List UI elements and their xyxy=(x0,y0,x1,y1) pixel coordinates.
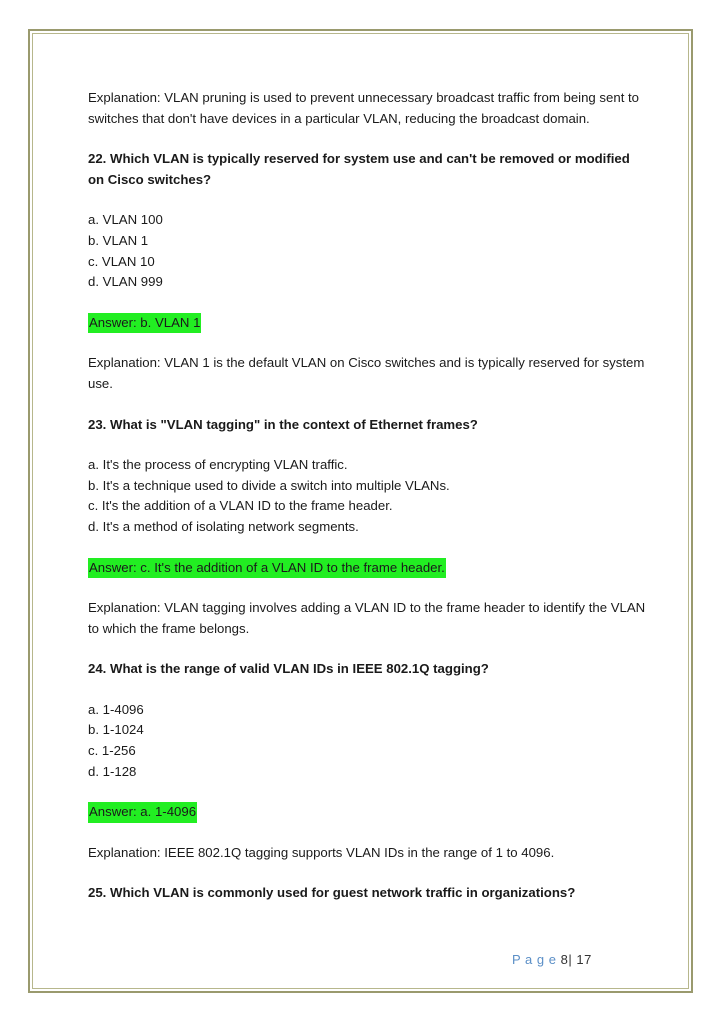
explanation-text: Explanation: VLAN pruning is used to prevent unnecessary broadcast traffic from being sent to switches that don't have devices in a particular VLAN, reducing the broadcast domain. xyxy=(88,90,640,126)
option-list xyxy=(88,455,648,537)
answer-highlight: Answer: b. VLAN 1 xyxy=(88,313,201,334)
page-footer xyxy=(512,952,592,967)
option-item: a. It's the process of encrypting VLAN traffic. xyxy=(88,457,348,473)
option-item: b. It's a technique used to divide a switch into multiple VLANs. xyxy=(88,477,450,493)
question-heading: 25. Which VLAN is commonly used for guest network traffic in organizations? xyxy=(88,885,576,901)
explanation-text: Explanation: VLAN 1 is the default VLAN on Cisco switches and is typically reserved for system use. xyxy=(88,355,645,391)
question-heading: 22. Which VLAN is typically reserved for system use and can't be removed or modified on Cisco switches? xyxy=(88,151,630,187)
option-list xyxy=(88,700,648,782)
total-pages: 17 xyxy=(576,952,592,967)
document-body xyxy=(88,88,648,924)
page-label: P a g e xyxy=(512,952,557,967)
page-number: 8 xyxy=(560,952,569,967)
option-item: d. VLAN 999 xyxy=(88,274,163,290)
option-item: c. It's the addition of a VLAN ID to the frame header. xyxy=(88,498,393,514)
option-item: c. VLAN 10 xyxy=(88,253,155,269)
option-item: b. 1-1024 xyxy=(88,722,144,738)
explanation-text: Explanation: VLAN tagging involves adding a VLAN ID to the frame header to identify the VLAN to which the frame belongs. xyxy=(88,600,646,636)
option-item: d. It's a method of isolating network segments. xyxy=(88,518,359,534)
question-heading: 23. What is "VLAN tagging" in the context of Ethernet frames? xyxy=(88,416,478,432)
option-item: b. VLAN 1 xyxy=(88,232,149,248)
option-item: a. 1-4096 xyxy=(88,701,144,717)
option-item: a. VLAN 100 xyxy=(88,212,163,228)
option-item: d. 1-128 xyxy=(88,763,137,779)
option-list xyxy=(88,210,648,292)
answer-highlight: Answer: a. 1-4096 xyxy=(88,802,197,823)
explanation-text: Explanation: IEEE 802.1Q tagging supports VLAN IDs in the range of 1 to 4096. xyxy=(88,844,555,860)
answer-highlight: Answer: c. It's the addition of a VLAN ID to the frame header. xyxy=(88,558,446,579)
page-separator: | xyxy=(568,952,573,967)
option-item: c. 1-256 xyxy=(88,743,136,759)
question-heading: 24. What is the range of valid VLAN IDs in IEEE 802.1Q tagging? xyxy=(88,661,489,677)
